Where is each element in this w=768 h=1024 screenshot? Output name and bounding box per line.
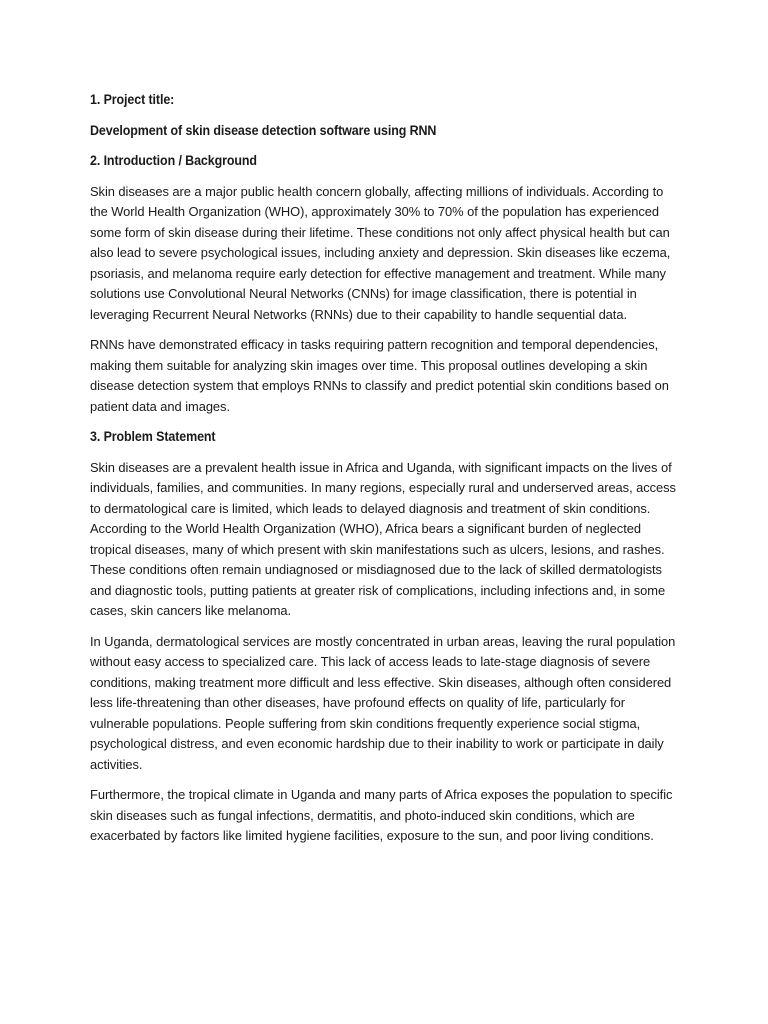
- project-title: Development of skin disease detection software using RNN: [90, 122, 437, 138]
- section-2-heading: 2. Introduction / Background: [90, 153, 257, 168]
- intro-paragraph: Skin diseases are a major public health concern globally, affecting millions of individuals. According to the World Health Organization (WHO), approximately 30% to 70% of the population has experienced some form of skin disease during their lifetime. These conditions not only affect physical health but can also lead to severe psychological issues, including anxiety and depression. Skin diseases like eczema, psoriasis, and melanoma require early detection for effective management and treatment. While many solutions use Convolutional Neural Networks (CNNs) for image classification, there is potential in leveraging Recurrent Neural Networks (RNNs) due to their capability to handle sequential data.: [90, 183, 671, 322]
- problem-paragraph: Skin diseases are a prevalent health issue in Africa and Uganda, with significant impacts on the lives of individuals, families, and communities. In many regions, especially rural and underserved areas, access to dermatological care is limited, which leads to delayed diagnosis and treatment of skin conditions. According to the World Health Organization (WHO), Africa bears a significant burden of neglected tropical diseases, many of which present with skin manifestations such as ulcers, lesions, and rashes. These conditions often remain undiagnosed or misdiagnosed due to the lack of skilled dermatologists and diagnostic tools, putting patients at greater risk of complications, including infections and, in some cases, skin cancers like melanoma.: [90, 459, 676, 618]
- problem-paragraph: Furthermore, the tropical climate in Uganda and many parts of Africa exposes the population to specific skin diseases such as fungal infections, dermatitis, and photo-induced skin conditions, which are exacerbated by factors like limited hygiene facilities, exposure to the sun, and poor living conditions.: [90, 787, 673, 843]
- problem-paragraph: In Uganda, dermatological services are mostly concentrated in urban areas, leaving the rural population without easy access to specialized care. This lack of access leads to late-stage diagnosis of severe conditions, making treatment more difficult and less effective. Skin diseases, although often considered less life-threatening than other diseases, have profound effects on quality of life, particularly for vulnerable populations. People suffering from skin conditions frequently experience social stigma, psychological distress, and even economic hardship due to their inability to work or participate in daily activities.: [90, 633, 676, 772]
- section-1-heading: 1. Project title:: [90, 92, 175, 107]
- section-3-heading: 3. Problem Statement: [90, 429, 216, 444]
- intro-paragraph: RNNs have demonstrated efficacy in tasks requiring pattern recognition and temporal dependencies, making them suitable for analyzing skin images over time. This proposal outlines developing a skin disease detection system that employs RNNs to classify and predict potential skin conditions based on patient data and images.: [90, 337, 669, 414]
- document-body: [90, 90, 682, 857]
